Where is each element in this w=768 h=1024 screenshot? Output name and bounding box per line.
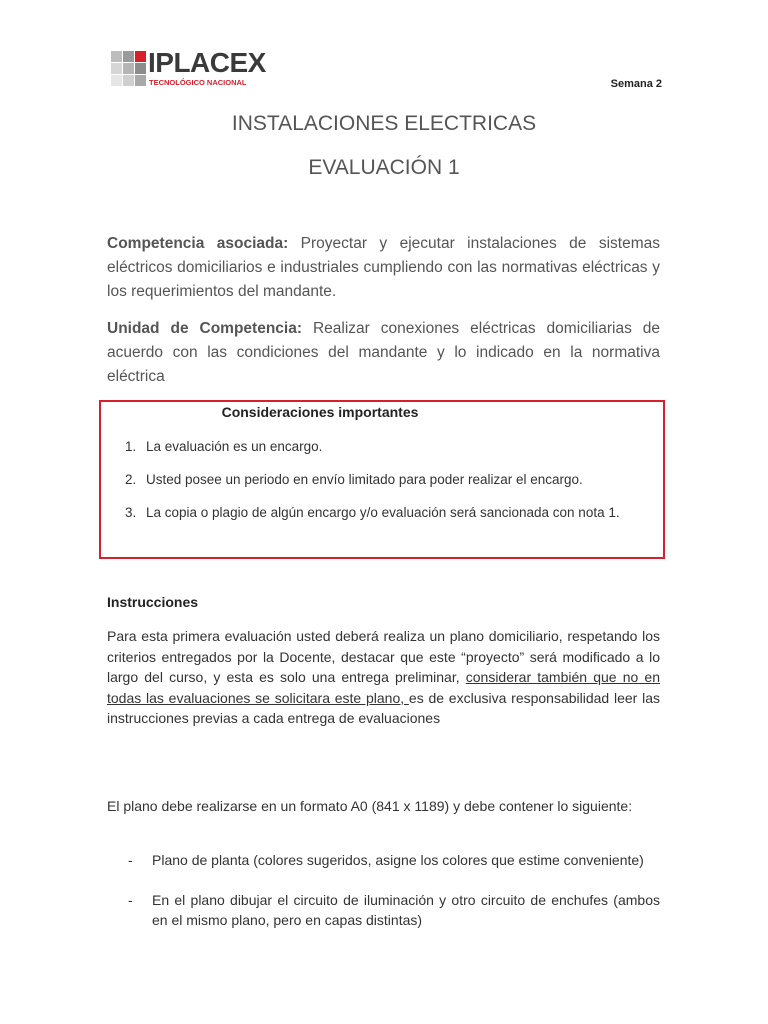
consideration-text: La evaluación es un encargo. — [146, 439, 323, 454]
unidad-text: Realizar conexiones eléctricas domiciliarias de acuerdo con las condiciones del mandante y lo indicado en la normativa eléctrica — [107, 320, 661, 385]
consideration-text: Usted posee un periodo en envío limitado para poder realizar el encargo. — [146, 472, 583, 487]
competencia-label: Competencia asociada: — [107, 235, 289, 252]
iplacex-logo — [111, 47, 271, 91]
competencia-paragraph — [107, 232, 660, 304]
competencia-text: Proyectar y ejecutar instalaciones de sistemas eléctricos domiciliarios e industriales cumpliendo con las normativas eléctricas y los requerimientos del mandante. — [107, 235, 660, 300]
requirement-text: Plano de planta (colores sugeridos, asigne los colores que estime conveniente) — [152, 852, 644, 868]
logo-subtitle: TECNOLÓGICO NACIONAL — [149, 78, 247, 87]
instructions-text-end: es de exclusiva responsabilidad leer las instrucciones previas a cada entrega de evaluaciones — [107, 689, 661, 726]
considerations-box — [99, 400, 665, 559]
unidad-paragraph — [107, 317, 660, 389]
format-paragraph: El plano debe realizarse en un formato A0 (841 x 1189) y debe contener lo siguiente: — [107, 798, 633, 814]
consideration-number: 2. — [125, 472, 137, 487]
instructions-paragraph — [107, 626, 660, 729]
consideration-number: 1. — [125, 439, 137, 454]
instructions-heading: Instrucciones — [107, 594, 199, 610]
requirement-text: En el plano dibujar el circuito de iluminación y otro circuito de enchufes (ambos en el mismo plano, pero en capas distintas) — [152, 892, 660, 928]
instructions-underlined-text: considerar también que no en todas las evaluaciones se solicitara este plano, — [107, 669, 661, 706]
bullet-dash: - — [128, 892, 133, 908]
consideration-number: 3. — [125, 505, 137, 520]
course-title: INSTALACIONES ELECTRICAS — [231, 112, 537, 135]
evaluation-title: EVALUACIÓN 1 — [308, 156, 460, 179]
logo-mark-icon — [111, 51, 147, 87]
consideration-text: La copia o plagio de algún encargo y/o evaluación será sancionada con nota 1. — [146, 505, 620, 520]
bullet-dash: - — [128, 852, 133, 868]
week-label: Semana 2 — [610, 78, 662, 90]
considerations-title: Consideraciones importantes — [221, 404, 419, 420]
unidad-label: Unidad de Competencia: — [107, 320, 303, 337]
logo-wordmark: IPLACEX — [148, 47, 266, 78]
instructions-text-start: Para esta primera evaluación usted deberá realiza un plano domiciliario, respetando los criterios entregados por la Docente, destacar que este “proyecto” será modificado a lo largo del curso, y esta es solo una entrega preliminar, — [107, 628, 660, 685]
